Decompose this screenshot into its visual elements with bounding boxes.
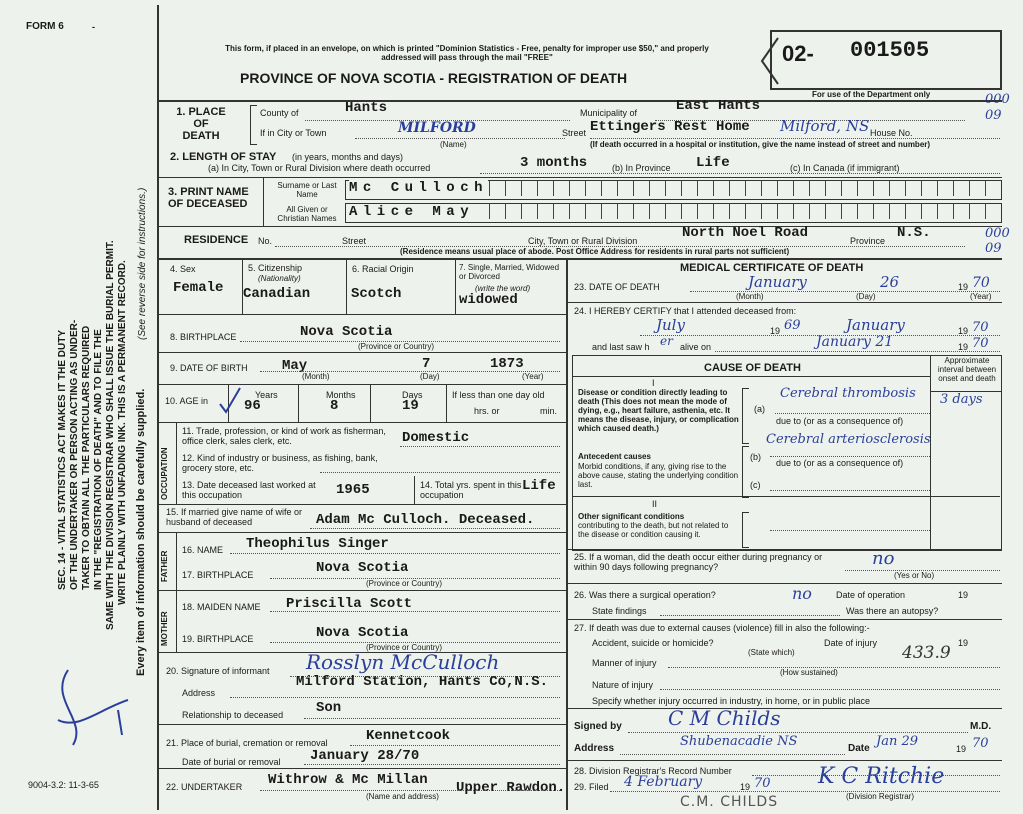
total-divider [414,476,415,504]
page-title: PROVINCE OF NOVA SCOTIA - REGISTRATION OF DEATH [240,70,628,86]
antecedent-note: Morbid conditions, if any, giving rise to the above cause, stating the underlying condition last. [578,462,739,489]
dod-year-caption: (Year) [970,292,992,301]
stay-city-label: (a) In City, Town or Rural Division where death occurred [208,163,431,173]
due-to-a: due to (or as a consequence of) [776,416,904,426]
form-code: 9004-3.2: 11-3-65 [28,780,99,790]
father-name-line [230,553,560,554]
mother-maiden-value: Priscilla Scott [286,596,413,612]
signed-label: Signed by [574,721,622,732]
informant-address-line [230,697,560,698]
part-one-label: I [652,378,655,388]
mail-notice: This form, if placed in an envelope, on which is printed "Dominion Statistics - Free, penalty for improper use $50," and properly addressed will pass through the mail "FREE" [225,44,709,62]
cause-a-tag: (a) [754,404,765,414]
dob-day-caption: (Day) [420,372,440,381]
other-bracket [742,512,749,548]
external-label: 27. If death was due to external causes (violence) fill in also the following:- [574,623,870,633]
address-line [620,754,845,755]
name-rule [157,226,1002,227]
date-year: 70 [972,736,989,751]
residence-city-label: City, Town or Rural Division [528,236,638,246]
sex-value: Female [173,280,224,296]
informant-rule [157,724,567,725]
dob-day: 7 [422,356,431,372]
informant-sig-label: 20. Signature of informant [166,666,270,676]
code-value: 433.9 [902,643,951,663]
length-of-stay-sub: (in years, months and days) [292,152,404,162]
header-rule [157,100,1002,102]
dod-year: 70 [972,275,990,291]
age-days-label: Days [402,390,423,400]
bracket-mark [760,36,780,86]
cause-title: CAUSE OF DEATH [704,362,801,374]
birthplace-label: 8. BIRTHPLACE [170,332,237,342]
burial-place-line [350,745,560,746]
left-border [157,5,159,810]
spouse-label: 15. If married give name of wife or husband of deceased [166,507,303,527]
citizenship-value: Canadian [243,286,311,302]
dob-year-caption: (Year) [522,372,544,381]
interval-divider [930,355,931,549]
spouse-value: Adam Mc Culloch. Deceased. [316,512,535,528]
filed-year: 70 [754,776,771,791]
age-months-value: 8 [330,398,339,414]
trade-label: 11. Trade, profession, or kind of work as fisherman, office clerk, sales clerk, etc. [182,426,386,446]
date-century: 19 [956,744,967,754]
given-value: Alice May [349,204,475,220]
trade-value: Domestic [402,430,470,446]
from-century: 19 [770,326,781,336]
cause-a-line [775,413,930,414]
certify-label: 24. I HEREBY CERTIFY that I attended deceased from: [574,306,797,316]
surgery-rule [566,619,1002,620]
print-name-label: 3. PRINT NAME OF DECEASED [168,186,249,210]
op-date-label: Date of operation [836,590,906,600]
cause-c-tag: (c) [750,480,761,490]
autopsy-label: Was there an autopsy? [846,606,939,616]
street-label: Street [562,128,587,138]
last-saw-line [715,351,1000,352]
injury-date-label: Date of injury [824,638,878,648]
father-section-label: FATHER [160,550,169,582]
age-years-value: 96 [244,398,261,414]
pregnant-value: no [872,548,895,569]
stay-rule [157,177,1002,178]
occupation-section-label: OCCUPATION [160,447,169,500]
address-value: Shubenacadie NS [680,734,798,749]
code-4: 09 [985,241,1002,256]
burial-date-line [304,764,560,765]
city-line [355,138,565,139]
father-divider [176,532,177,590]
other-label: Other significant conditions [578,512,685,521]
pregnant-rule [566,583,1002,584]
external-rule [566,708,1002,709]
undertaker-caption: (Name and address) [366,792,439,801]
address-label: Address [574,743,615,754]
stay-city-value: 3 months [520,155,588,171]
undertaker-line [260,790,560,791]
father-birth-value: Nova Scotia [316,560,409,576]
stay-province-label: (b) In Province [612,163,671,173]
street-handwritten: Milford, NS [780,117,870,135]
age-label: 10. AGE in [165,396,209,406]
nature-label: Nature of injury [592,680,654,690]
undertaker-value: Withrow & Mc Millan [268,772,428,788]
father-rule [157,590,567,591]
signed-rule [566,760,1002,761]
nature-line [660,689,1000,690]
last-saw-hand: er [660,334,673,348]
filed-line [610,791,1000,792]
sec14-line3: TAKER TO OBTAIN ALL THE PARTICULARS REQUIRED [81,325,92,590]
record-label: 28. Division Registrar's Record Number [574,766,732,776]
yes-no-caption: (Yes or No) [894,571,935,580]
burial-rule [157,768,567,769]
undertaker-label: 22. UNDERTAKER [166,782,243,792]
injury-century: 19 [958,638,969,648]
age-years-label: Years [255,390,278,400]
residence-rule [157,258,1002,260]
interval-a-value: 3 days [940,392,983,407]
due-to-b: due to (or as a consequence of) [776,458,904,468]
sec14-line5: SAME WITH THE DIVISION REGISTRAR WHO SHALL ISSUE THE BURIAL PERMIT. [105,240,116,630]
how-sustained-caption: (How sustained) [780,668,838,677]
spouse-rule [157,532,567,533]
other-line [770,530,930,531]
dob-month: May [282,358,308,374]
sec14-line6: WRITE PLAINLY WITH UNFADING INK. THIS IS A PERMANENT RECORD. [117,260,128,605]
birthplace-value: Nova Scotia [300,324,393,340]
nationality-label: (Nationality) [258,274,301,283]
code-1: 000 [985,92,1010,107]
to-year: 70 [972,320,989,335]
specify-label: Specify whether injury occurred in industry, in home, or in public place [592,696,870,706]
filed-century: 19 [740,782,751,792]
filed-label: 29. Filed [574,782,609,792]
relationship-value: Son [316,700,342,716]
sec14-line2: OF THE UNDERTAKER OR PERSON ACTING AS UNDER- [69,319,80,590]
last-worked-label: 13. Date deceased last worked at this occupation [182,480,316,500]
dod-month: January [748,273,807,291]
age-months-label: Months [326,390,356,400]
racial-value: Scotch [351,286,402,302]
residence-no-label: No. [258,236,273,246]
burial-date-value: January 28/70 [310,748,420,764]
antecedent-label: Antecedent causes [578,452,651,461]
to-month: January [846,316,905,334]
mother-birth-label: 19. BIRTHPLACE [182,634,254,644]
surname-value: Mc Culloch [349,180,489,196]
relationship-line [304,718,560,719]
age-rule [157,422,567,423]
residence-province-label: Province [850,236,886,246]
mother-section-label: MOTHER [160,611,169,646]
findings-label: State findings [592,606,647,616]
age-check-icon [218,386,242,416]
reg-prefix: 02- [782,41,814,66]
cause-header-rule [572,376,930,377]
municipality-value: East Hants [676,98,761,114]
industry-line [320,472,560,473]
from-year: 69 [784,318,801,333]
less-day-label: If less than one day old [452,390,545,400]
father-birth-label: 17. BIRTHPLACE [182,570,254,580]
residence-city-value: North Noel Road [682,225,809,241]
form-number: FORM 6 [26,21,64,32]
residence-note: (Residence means usual place of abode. Post Office Address for residents in rural parts not sufficient) [400,247,790,256]
signed-value: C M Childs [668,706,781,730]
bottom-name: C.M. CHILDS [680,794,779,810]
age-div-3 [370,384,371,422]
alive-on-label: alive on [680,342,712,352]
county-label: County of [260,108,299,118]
mother-birth-caption: (Province or Country) [366,643,443,652]
marital-value: widowed [459,292,518,308]
code-2: 09 [985,108,1002,123]
state-which-caption: (State which) [748,648,795,657]
last-saw-label: and last saw h [592,342,650,352]
registrar-caption: (Division Registrar) [846,792,915,801]
name-divider [263,178,264,226]
personal-div-2 [346,258,347,314]
last-saw-year: 70 [972,336,989,351]
min-label: min. [540,406,558,416]
residence-street-label: Street [342,236,367,246]
municipality-label: Municipality of [580,108,638,118]
dept-use-label: For use of the Department only [812,90,931,99]
md-label: M.D. [970,721,992,732]
interval-label: Approximate interval between onset and death [937,356,997,383]
disease-label: Disease or condition directly leading to death (This does not mean the mode of dying, e.g., heart failure, asthenia, etc. It means the disease, injury, or complication which caused death.) [578,388,739,433]
dob-month-caption: (Month) [302,372,330,381]
informant-address-value: Milford Station, Hants Co,N.S. [296,674,549,690]
dod-month-caption: (Month) [736,292,764,301]
residence-province-value: N.S. [897,225,931,241]
trade-line [400,446,560,447]
personal-div-3 [455,258,456,314]
cause-a-value: Cerebral thrombosis [780,386,916,401]
marital-label: 7. Single, Married, Widowed or Divorced [459,263,560,281]
city-label: If in City or Town [260,128,327,138]
sec14-line1: SEC. 14 - VITAL STATISTICS ACT MAKES IT THE DUTY [57,329,68,590]
cause-c-line [770,490,930,491]
cause-b-tag: (b) [750,452,761,462]
dod-label: 23. DATE OF DEATH [574,282,660,292]
date-value: Jan 29 [876,734,919,749]
form-dash: - [92,22,95,32]
op-century: 19 [958,590,969,600]
dod-century: 19 [958,282,969,292]
dod-day-caption: (Day) [856,292,876,301]
surgery-label: 26. Was there a surgical operation? [574,590,716,600]
father-name-label: 16. NAME [182,545,224,555]
place-of-death-label: 1. PLACE OF DEATH [176,106,226,142]
informant-address-label: Address [182,688,216,698]
burial-place-label: 21. Place of burial, cremation or removal [166,738,328,748]
dob-year: 1873 [490,356,524,372]
street-line [590,138,1000,139]
personal-rule [157,314,567,315]
manner-label: Manner of injury [592,658,657,668]
dob-rule [157,384,567,385]
cause-rule [566,549,1002,550]
dod-rule [566,302,1002,303]
hospital-note: (If death occurred in a hospital or institution, give the name instead of street and number) [590,140,931,149]
filed-value: 4 February [624,774,703,790]
mother-birth-value: Nova Scotia [316,625,409,641]
other-note: contributing to the death, but not related to the disease or condition causing it. [578,521,729,539]
accident-label: Accident, suicide or homicide? [592,638,714,648]
sec14-line4: IN THE "REGISTRATION OF DEATH" AND TO FILE THE [93,329,104,590]
part-two-rule [572,496,1000,497]
total-value: Life [522,478,556,494]
given-label: All Given or Christian Names [277,205,337,223]
spouse-line [310,528,560,529]
signed-line [628,732,968,733]
total-label: 14. Total yrs. spent in this occupation [420,480,522,500]
cause-bc-bracket [742,446,749,498]
hrs-label: hrs. or [474,406,500,416]
findings-line [660,615,840,616]
sex-label: 4. Sex [170,264,196,274]
occupation-divider [176,422,177,504]
dob-label: 9. DATE OF BIRTH [170,363,248,373]
surgery-value: no [792,584,812,603]
mother-divider [176,590,177,652]
last-worked-value: 1965 [336,482,370,498]
age-days-value: 19 [402,398,419,414]
relationship-label: Relationship to deceased [182,710,284,720]
last-saw-century: 19 [958,342,969,352]
date-label: Date [848,743,870,754]
from-month: July [656,316,685,334]
reg-number: 001505 [850,38,930,63]
center-divider [566,258,568,810]
informant-signature: Rosslyn McCulloch [306,650,500,674]
age-div-2 [298,384,299,422]
burial-place-value: Kennetcook [366,728,451,744]
to-century: 19 [958,326,969,336]
mother-maiden-line [270,611,560,612]
cause-a-bracket [742,388,749,444]
marital-note: (write the word) [475,284,531,293]
house-label: House No. [870,128,913,138]
birthplace-caption: (Province or Country) [358,342,435,351]
medical-title: MEDICAL CERTIFICATE OF DEATH [680,262,864,274]
stay-province-value: Life [696,155,730,171]
see-reverse-note: (See reverse side for instructions.) [137,187,148,340]
industry-label: 12. Kind of industry or business, as fishing, bank, grocery store, etc. [182,453,378,473]
city-value: MILFORD [398,120,476,136]
stay-line [480,173,1000,174]
age-div-4 [446,384,447,422]
street-value: Ettingers Rest Home [590,119,750,135]
every-item-note: Every item of information should be carefully supplied. [135,388,147,676]
county-value: Hants [345,100,388,116]
length-of-stay-label: 2. LENGTH OF STAY [170,151,277,163]
mother-maiden-label: 18. MAIDEN NAME [182,602,261,612]
place-bracket [250,105,257,145]
surname-label: Surname or Last Name [277,181,337,199]
code-3: 000 [985,226,1010,241]
last-saw-date: January 21 [816,334,894,350]
occupation-rule [157,504,567,505]
citizenship-label: 5. Citizenship [248,263,303,273]
check-mark-icon [38,660,138,750]
pregnant-label: 25. If a woman, did the death occur either during pregnancy or within 90 days following pregnancy? [574,552,823,572]
cause-b-line [770,456,930,457]
cause-b-value: Cerebral arteriosclerosis [766,432,931,447]
residence-label: RESIDENCE [184,234,249,246]
part-two-label: II [652,499,658,509]
dod-day: 26 [880,273,900,291]
racial-label: 6. Racial Origin [352,264,414,274]
stay-canada-label: (c) In Canada (if immigrant) [790,163,900,173]
registrar-signature: K C Ritchie [818,764,945,789]
undertaker-value-2: Upper Rawdon. [456,780,566,796]
birthplace-rule [157,352,567,353]
father-name-value: Theophilus Singer [246,536,389,552]
burial-date-label: Date of burial or removal [182,757,281,767]
father-birth-caption: (Province or Country) [366,579,443,588]
name-caption: (Name) [440,140,467,149]
